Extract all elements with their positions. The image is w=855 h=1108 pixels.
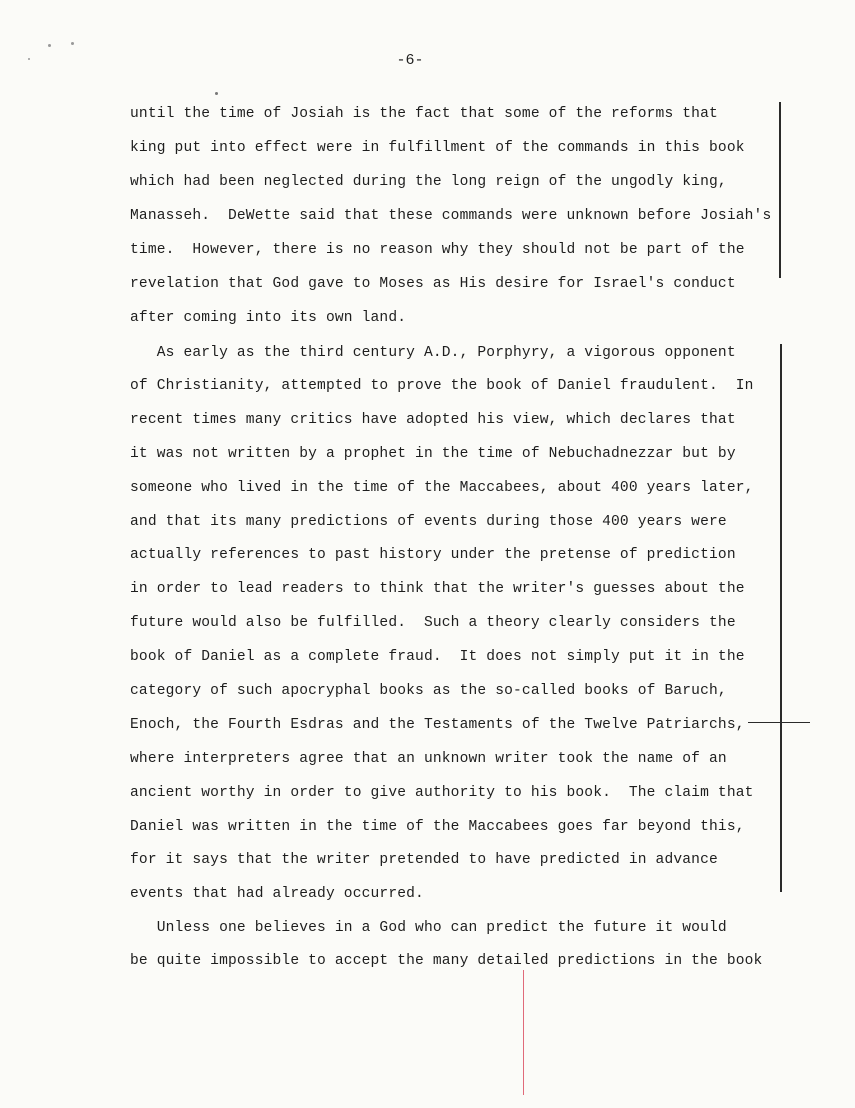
text-line: until the time of Josiah is the fact that some of the reforms that — [130, 106, 718, 122]
text-line: someone who lived in the time of the Maccabees, about 400 years later, — [130, 480, 754, 496]
margin-tick — [748, 722, 810, 723]
text-line: Enoch, the Fourth Esdras and the Testaments of the Twelve Patriarchs, — [130, 717, 745, 733]
text-line: after coming into its own land. — [130, 310, 407, 326]
text-line: of Christianity, attempted to prove the book of Daniel fraudulent. In — [130, 378, 754, 394]
text-line: which had been neglected during the long reign of the ungodly king, — [130, 174, 727, 190]
text-line: it was not written by a prophet in the time of Nebuchadnezzar but by — [130, 446, 736, 462]
scan-speck — [48, 44, 51, 47]
text-line: category of such apocryphal books as the so-called books of Baruch, — [130, 683, 727, 699]
text-line: actually references to past history under the pretense of prediction — [130, 547, 736, 563]
text-line: and that its many predictions of events during those 400 years were — [130, 514, 727, 530]
text-line: be quite impossible to accept the many detailed predictions in the book — [130, 953, 763, 969]
scan-speck — [28, 58, 30, 60]
text-line: in order to lead readers to think that the writer's guesses about the — [130, 581, 745, 597]
text-line: Daniel was written in the time of the Maccabees goes far beyond this, — [130, 819, 745, 835]
scan-speck — [215, 92, 218, 95]
margin-bar-bottom — [780, 344, 782, 892]
text-line: As early as the third century A.D., Porphyry, a vigorous opponent — [130, 345, 736, 361]
text-line: time. However, there is no reason why they should not be part of the — [130, 242, 745, 258]
text-line: events that had already occurred. — [130, 886, 424, 902]
text-line: revelation that God gave to Moses as His desire for Israel's conduct — [130, 276, 736, 292]
text-line: where interpreters agree that an unknown writer took the name of an — [130, 751, 727, 767]
page-number: -6- — [396, 52, 424, 69]
text-line: book of Daniel as a complete fraud. It does not simply put it in the — [130, 649, 745, 665]
margin-bar-top — [779, 102, 781, 278]
scan-speck — [71, 42, 74, 45]
text-line: for it says that the writer pretended to have predicted in advance — [130, 852, 718, 868]
text-line: Manasseh. DeWette said that these commands were unknown before Josiah's — [130, 208, 772, 224]
text-line: ancient worthy in order to give authority to his book. The claim that — [130, 785, 754, 801]
text-line: Unless one believes in a God who can predict the future it would — [130, 920, 727, 936]
text-line: future would also be fulfilled. Such a theory clearly considers the — [130, 615, 736, 631]
red-vertical-mark — [523, 970, 524, 1095]
text-line: recent times many critics have adopted his view, which declares that — [130, 412, 736, 428]
text-line: king put into effect were in fulfillment of the commands in this book — [130, 140, 745, 156]
